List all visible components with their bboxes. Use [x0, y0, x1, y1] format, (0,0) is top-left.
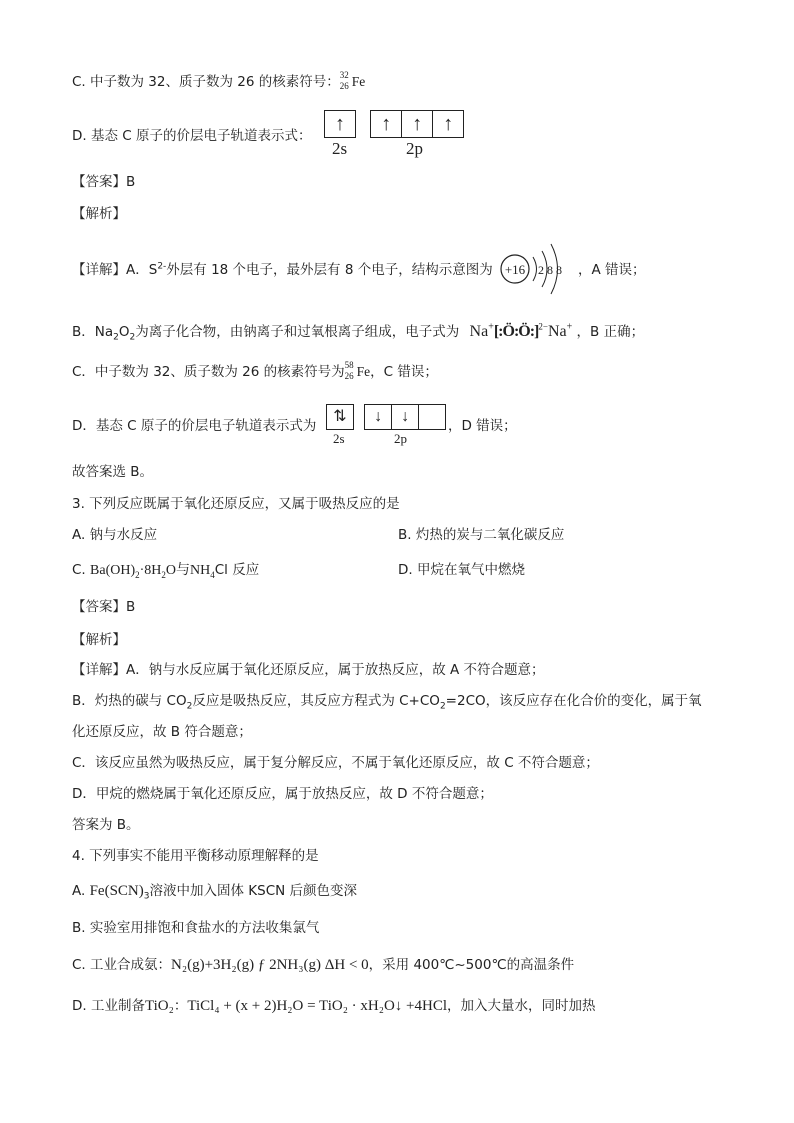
detail2-b-mid: 反应是吸热反应，其反应方程式为 C+CO: [192, 693, 440, 709]
q3-c-mid: ·8H: [139, 563, 162, 578]
peroxide-core: [:Ö:Ö:]: [493, 323, 539, 340]
question-3: 3. 下列反应既属于氧化还原反应，又属于吸热反应的是: [72, 496, 400, 512]
orbital-cell: [419, 405, 445, 429]
q4-option-a: [72, 881, 357, 901]
q4-c-prefix: C. 工业合成氨：: [72, 957, 172, 973]
detail2-b-prefix: B．灼热的碳与 CO: [72, 693, 187, 709]
detail-b-line: [72, 322, 644, 342]
detail2-d: D．甲烷的燃烧属于氧化还原反应，属于放热反应，故 D 不符合题意；: [72, 786, 493, 802]
question-4: 4. 下列事实不能用平衡移动原理解释的是: [72, 848, 319, 864]
detail-c-line: [72, 362, 438, 382]
q3-c-suffix: Cl 反应: [214, 562, 260, 578]
q4-a-formula: Fe(SCN): [89, 883, 144, 899]
q4-option-c: [72, 955, 574, 975]
detail-b-mid: 为离子化合物，由钠离子和过氧根离子组成，电子式为: [135, 324, 460, 340]
isotope-number: 26: [344, 371, 354, 381]
option-d-top: [72, 126, 312, 146]
peroxide-charge: 2−: [538, 321, 548, 332]
detail-a-mid: 外层有 18 个电子，最外层有 8 个电子，结构示意图为: [166, 262, 493, 278]
subscript: 2: [161, 569, 166, 580]
ion-charge: 2-: [157, 261, 167, 272]
q4-c-formula: N₂(g)+3H₂(g) ƒ 2NH₃(g) ΔH < 0: [171, 957, 369, 973]
isotope-symbol: [345, 362, 357, 382]
detail-d-line: [72, 416, 316, 436]
isotope-symbol: [340, 72, 352, 92]
option-c-text: C. 中子数为 32、质子数为 26 的核素符号：: [72, 74, 340, 90]
isotope-mass: 32: [339, 70, 349, 80]
q3-option-a: A. 钠与水反应: [72, 527, 158, 543]
orbital-cell: ↑: [371, 111, 402, 137]
electron-formula: Na+[:Ö:Ö:]$^{2-}$Na+: [469, 321, 573, 340]
option-c-top: [72, 72, 365, 92]
answer-label: 【答案】B: [72, 174, 136, 190]
orbital-cell: ↓: [365, 405, 392, 429]
q4-d-colon: ：: [173, 998, 188, 1014]
q3-option-d: D. 甲烷在氧气中燃烧: [398, 562, 525, 578]
subscript: 3: [143, 891, 150, 902]
subscript: 2: [135, 569, 140, 580]
q3-c-formula: Ba(OH): [90, 563, 136, 578]
detail-b-suffix: ，B 正确；: [576, 324, 645, 340]
q4-d-tio2: TiO₂: [144, 998, 174, 1014]
detail-d-prefix: D．基态 C 原子的价层电子轨道表示式为: [72, 418, 317, 434]
orbital-cell: ↑: [335, 113, 345, 135]
q4-d-suffix: ，加入大量水，同时加热: [447, 998, 596, 1014]
detail-b-prefix: B．Na: [72, 324, 114, 340]
detail-a-prefix: 【详解】A．S: [72, 262, 158, 278]
q4-c-suffix: ，采用 400℃~500℃的高温条件: [368, 957, 575, 973]
conclusion: 答案为 B。: [72, 817, 140, 833]
orbital-cell: ↑: [402, 111, 433, 137]
detail-b-o: O: [118, 324, 130, 340]
detail-a-suffix: ，A 错误；: [578, 262, 646, 278]
subscript: 2: [113, 332, 119, 343]
sodium-right: Na: [547, 323, 567, 340]
q3-option-c: [72, 560, 259, 581]
orbital-2p-box: [370, 110, 464, 138]
detail2-b-line2: 化还原反应，故 B 符合题意；: [72, 724, 252, 740]
orbital-label-2p: 2p: [394, 431, 407, 446]
orbital-diagram-top: [324, 110, 464, 138]
subscript: 2: [439, 701, 446, 712]
q3-c-prefix: C.: [72, 562, 91, 578]
q3-c-mid2: O与NH: [165, 563, 211, 578]
detail-a-line: [72, 260, 493, 280]
option-d-text: D. 基态 C 原子的价层电子轨道表示式：: [72, 128, 312, 144]
answer-label: 【答案】B: [72, 599, 136, 615]
subscript: 2: [186, 701, 193, 712]
atomic-structure-diagram: [498, 238, 572, 304]
orbital-cell: ↑: [443, 113, 454, 135]
detail2-c: C．该反应虽然为吸热反应，属于复分解反应，不属于氧化还原反应，故 C 不符合题意；: [72, 755, 599, 771]
detail-c-prefix: C．中子数为 32、质子数为 26 的核素符号为: [72, 364, 345, 380]
conclusion: 故答案选 B。: [72, 464, 154, 480]
orbital-cell: ⇅: [333, 408, 347, 425]
isotope-element: Fe: [351, 74, 366, 89]
q4-option-b: B. 实验室用排饱和食盐水的方法收集氯气: [72, 920, 320, 936]
q3-option-b: B. 灼热的炭与二氧化碳反应: [398, 527, 565, 543]
q4-option-d: [72, 996, 596, 1016]
orbital-2s-box: [324, 110, 356, 138]
subscript: 4: [210, 569, 215, 580]
q4-d-formula: TiCl₄ + (x + 2)H₂O = TiO₂ · xH₂O↓ +4HCl: [187, 998, 448, 1014]
detail2-b-suffix: =2CO，该反应存在化合价的变化，属于氧: [445, 693, 702, 709]
orbital-label-2s: 2s: [332, 139, 348, 158]
detail2-a: 【详解】A．钠与水反应属于氧化还原反应，属于放热反应，故 A 不符合题意；: [72, 662, 545, 678]
isotope-element: Fe: [356, 364, 371, 379]
detail2-b-line1: [72, 691, 702, 711]
isotope-mass: 58: [344, 360, 354, 370]
nucleus-charge: +16: [504, 262, 526, 277]
analysis-label: 【解析】: [72, 632, 126, 648]
subscript: 2: [129, 332, 136, 343]
electron-shells: 2 8 8: [538, 263, 562, 277]
orbital-2p-box: [364, 404, 446, 430]
orbital-cell: ↓: [392, 405, 419, 429]
q4-d-prefix: D. 工业制备: [72, 998, 145, 1014]
orbital-label-2p: 2p: [406, 139, 423, 158]
isotope-number: 26: [339, 81, 349, 91]
orbital-label-2s: 2s: [333, 431, 345, 446]
orbital-diagram-detail: [326, 404, 446, 430]
analysis-label: 【解析】: [72, 206, 126, 222]
detail-d-suffix: ，D 错误；: [448, 418, 517, 434]
detail-c-suffix: ，C 错误；: [370, 364, 438, 380]
q4-a-suffix: 溶液中加入固体 KSCN 后颜色变深: [149, 883, 358, 899]
q4-a-prefix: A.: [72, 883, 90, 899]
sodium-left: Na: [469, 323, 489, 340]
orbital-2s-box: [326, 404, 354, 430]
